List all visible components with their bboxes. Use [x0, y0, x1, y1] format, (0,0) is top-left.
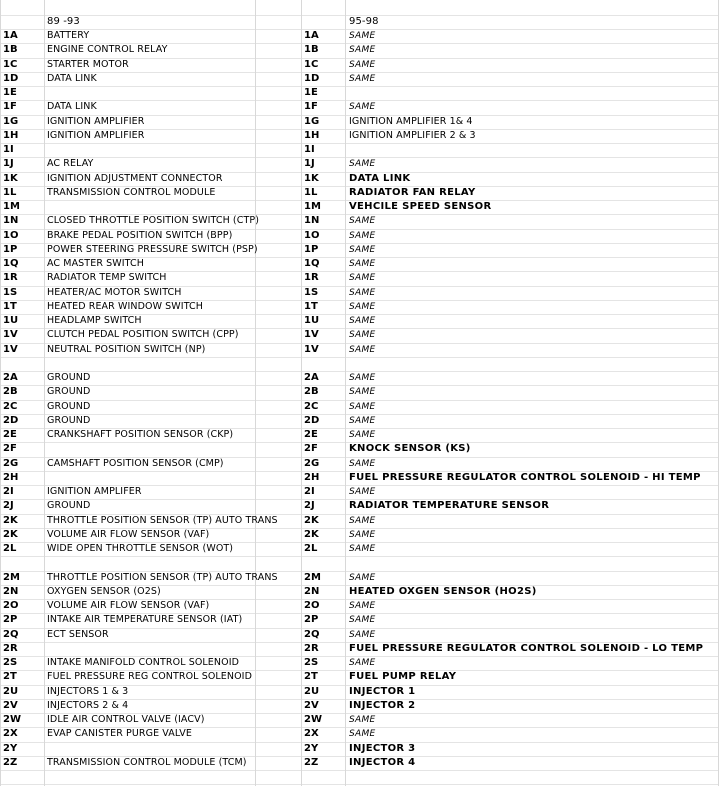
description-cell-95-98[interactable]: SAME: [349, 487, 376, 497]
pin-cell-89-93[interactable]: 2J: [3, 500, 14, 511]
pin-cell-89-93[interactable]: 2K: [3, 529, 18, 540]
pin-cell-89-93[interactable]: 1R: [3, 272, 18, 283]
pin-cell-95-98[interactable]: 2G: [304, 458, 320, 469]
pin-cell-95-98[interactable]: 1B: [304, 44, 319, 55]
pin-cell-89-93[interactable]: 1S: [3, 287, 18, 298]
row-gridline: [0, 784, 719, 785]
pin-cell-89-93[interactable]: 1U: [3, 315, 19, 326]
pin-cell-89-93[interactable]: 1C: [3, 59, 18, 70]
pin-cell-95-98[interactable]: 1V: [304, 329, 319, 340]
description-cell-95-98[interactable]: SAME: [349, 159, 376, 169]
pin-cell-95-98[interactable]: 1L: [304, 187, 318, 198]
description-cell-95-98[interactable]: FUEL PUMP RELAY: [349, 671, 457, 682]
pin-cell-89-93[interactable]: 2G: [3, 458, 19, 469]
description-cell-89-93[interactable]: GROUND: [47, 415, 91, 426]
description-cell-89-93[interactable]: THROTTLE POSITION SENSOR (TP) AUTO TRANS: [47, 515, 278, 526]
pin-cell-95-98[interactable]: 1T: [304, 301, 318, 312]
description-cell-89-93[interactable]: INJECTORS 1 & 3: [47, 686, 129, 697]
description-cell-95-98[interactable]: SAME: [349, 245, 376, 255]
pin-cell-89-93[interactable]: 1P: [3, 244, 18, 255]
pin-cell-89-93[interactable]: 1E: [3, 87, 17, 98]
description-cell-89-93[interactable]: IDLE AIR CONTROL VALVE (IACV): [47, 714, 205, 725]
description-cell-89-93[interactable]: POWER STEERING PRESSURE SWITCH (PSP): [47, 244, 258, 255]
row-gridline: [0, 357, 719, 358]
description-cell-95-98[interactable]: HEATED OXGEN SENSOR (HO2S): [349, 586, 537, 597]
pin-cell-89-93[interactable]: 1H: [3, 130, 19, 141]
pin-cell-89-93[interactable]: 2M: [3, 572, 21, 583]
pin-cell-95-98[interactable]: 1H: [304, 130, 320, 141]
pin-cell-89-93[interactable]: 2V: [3, 700, 18, 711]
pin-cell-95-98[interactable]: 1O: [304, 230, 320, 241]
pin-cell-95-98[interactable]: 2U: [304, 686, 320, 697]
pin-cell-95-98[interactable]: 1K: [304, 173, 319, 184]
description-cell-95-98[interactable]: SAME: [349, 402, 376, 412]
description-cell-89-93[interactable]: IGNITION AMPLIFIER: [47, 116, 145, 127]
description-cell-89-93[interactable]: CLOSED THROTTLE POSITION SWITCH (CTP): [47, 215, 260, 226]
description-cell-95-98[interactable]: KNOCK SENSOR (KS): [349, 443, 471, 454]
description-cell-95-98[interactable]: VEHCILE SPEED SENSOR: [349, 201, 492, 212]
pin-cell-95-98[interactable]: 2N: [304, 586, 320, 597]
pin-cell-95-98[interactable]: 1E: [304, 87, 318, 98]
description-cell-95-98[interactable]: SAME: [349, 615, 376, 625]
pin-cell-95-98[interactable]: 1J: [304, 158, 315, 169]
pin-cell-89-93[interactable]: 2N: [3, 586, 19, 597]
description-cell-89-93[interactable]: INTAKE MANIFOLD CONTROL SOLENOID: [47, 657, 240, 668]
pin-cell-95-98[interactable]: 1C: [304, 59, 319, 70]
description-cell-89-93[interactable]: CRANKSHAFT POSITION SENSOR (CKP): [47, 429, 234, 440]
pin-cell-95-98[interactable]: 1N: [304, 215, 320, 226]
description-cell-95-98[interactable]: SAME: [349, 544, 376, 554]
pin-cell-89-93[interactable]: 2C: [3, 401, 18, 412]
pin-cell-95-98[interactable]: 1R: [304, 272, 319, 283]
pin-cell-89-93[interactable]: 2S: [3, 657, 18, 668]
description-cell-89-93[interactable]: ENGINE CONTROL RELAY: [47, 44, 168, 55]
pin-cell-89-93[interactable]: 1D: [3, 73, 19, 84]
pin-cell-89-93[interactable]: 2B: [3, 386, 18, 397]
pin-cell-89-93[interactable]: 1I: [3, 144, 14, 155]
header-left-years[interactable]: 89 -93: [47, 16, 80, 27]
pin-cell-89-93[interactable]: 2H: [3, 472, 19, 483]
pin-cell-95-98[interactable]: 2M: [304, 572, 322, 583]
pin-cell-89-93[interactable]: 2P: [3, 614, 18, 625]
description-cell-95-98[interactable]: SAME: [349, 729, 376, 739]
pin-cell-95-98[interactable]: 2E: [304, 429, 318, 440]
pin-cell-95-98[interactable]: 2X: [304, 728, 319, 739]
pin-cell-95-98[interactable]: 2V: [304, 700, 319, 711]
description-cell-95-98[interactable]: IGNITION AMPLIFIER 1& 4: [349, 116, 473, 127]
description-cell-89-93[interactable]: AC MASTER SWITCH: [47, 258, 144, 269]
pin-cell-95-98[interactable]: 2W: [304, 714, 323, 725]
description-cell-95-98[interactable]: INJECTOR 2: [349, 700, 416, 711]
pin-cell-89-93[interactable]: 2L: [3, 543, 17, 554]
pin-cell-89-93[interactable]: 1V: [3, 329, 18, 340]
description-cell-95-98[interactable]: SAME: [349, 530, 376, 540]
description-cell-95-98[interactable]: SAME: [349, 416, 376, 426]
pin-cell-95-98[interactable]: 1D: [304, 73, 320, 84]
description-cell-95-98[interactable]: SAME: [349, 373, 376, 383]
pin-cell-89-93[interactable]: 1G: [3, 116, 19, 127]
description-cell-89-93[interactable]: CLUTCH PEDAL POSITION SWITCH (CPP): [47, 329, 239, 340]
description-cell-89-93[interactable]: DATA LINK: [47, 101, 97, 112]
description-cell-95-98[interactable]: SAME: [349, 516, 376, 526]
pin-cell-89-93[interactable]: 2Y: [3, 743, 18, 754]
description-cell-89-93[interactable]: WIDE OPEN THROTTLE SENSOR (WOT): [47, 543, 234, 554]
pin-cell-95-98[interactable]: 2Y: [304, 743, 319, 754]
header-right-years[interactable]: 95-98: [349, 16, 379, 27]
description-cell-89-93[interactable]: RADIATOR TEMP SWITCH: [47, 272, 167, 283]
description-cell-95-98[interactable]: SAME: [349, 630, 376, 640]
description-cell-95-98[interactable]: FUEL PRESSURE REGULATOR CONTROL SOLENOID - HI TEMP: [349, 472, 701, 483]
row-gridline: [0, 143, 719, 144]
description-cell-89-93[interactable]: BRAKE PEDAL POSITION SWITCH (BPP): [47, 230, 233, 241]
description-cell-95-98[interactable]: FUEL PRESSURE REGULATOR CONTROL SOLENOID - LO TEMP: [349, 643, 704, 654]
description-cell-89-93[interactable]: IGNITION AMPLIFER: [47, 486, 142, 497]
row-gridline: [0, 770, 719, 771]
description-cell-89-93[interactable]: THROTTLE POSITION SENSOR (TP) AUTO TRANS: [47, 572, 278, 583]
pin-cell-89-93[interactable]: 2X: [3, 728, 18, 739]
pin-cell-89-93[interactable]: 1T: [3, 301, 17, 312]
description-cell-89-93[interactable]: INTAKE AIR TEMPERATURE SENSOR (IAT): [47, 614, 243, 625]
row-gridline: [0, 86, 719, 87]
description-cell-95-98[interactable]: SAME: [349, 31, 376, 41]
pin-cell-95-98[interactable]: 2O: [304, 600, 320, 611]
pin-cell-89-93[interactable]: 1K: [3, 173, 18, 184]
pin-cell-89-93[interactable]: 2Z: [3, 757, 18, 768]
column-gridline: [345, 0, 346, 786]
pin-cell-95-98[interactable]: 2C: [304, 401, 319, 412]
pin-cell-95-98[interactable]: 2Q: [304, 629, 320, 640]
description-cell-95-98[interactable]: INJECTOR 3: [349, 743, 416, 754]
pin-cell-95-98[interactable]: 1F: [304, 101, 318, 112]
column-gridline: [255, 0, 256, 786]
description-cell-89-93[interactable]: HEATER/AC MOTOR SWITCH: [47, 287, 182, 298]
pin-cell-95-98[interactable]: 1V: [304, 344, 319, 355]
pin-cell-89-93[interactable]: 1V: [3, 344, 18, 355]
description-cell-95-98[interactable]: SAME: [349, 387, 376, 397]
description-cell-95-98[interactable]: SAME: [349, 658, 376, 668]
pin-cell-95-98[interactable]: 1Q: [304, 258, 320, 269]
description-cell-95-98[interactable]: SAME: [349, 302, 376, 312]
description-cell-89-93[interactable]: FUEL PRESSURE REG CONTROL SOLENOID: [47, 671, 253, 682]
pin-cell-89-93[interactable]: 2K: [3, 515, 18, 526]
description-cell-89-93[interactable]: GROUND: [47, 500, 91, 511]
pin-cell-95-98[interactable]: 1A: [304, 30, 319, 41]
description-cell-89-93[interactable]: VOLUME AIR FLOW SENSOR (VAF): [47, 600, 210, 611]
description-cell-89-93[interactable]: GROUND: [47, 401, 91, 412]
pin-cell-95-98[interactable]: 2L: [304, 543, 318, 554]
pin-cell-89-93[interactable]: 1A: [3, 30, 18, 41]
pin-cell-95-98[interactable]: 2F: [304, 443, 318, 454]
description-cell-89-93[interactable]: BATTERY: [47, 30, 90, 41]
pin-cell-95-98[interactable]: 2K: [304, 515, 319, 526]
description-cell-95-98[interactable]: DATA LINK: [349, 173, 411, 184]
description-cell-95-98[interactable]: SAME: [349, 316, 376, 326]
pin-cell-95-98[interactable]: 2Z: [304, 757, 319, 768]
description-cell-95-98[interactable]: SAME: [349, 288, 376, 298]
column-gridline: [301, 0, 302, 786]
column-gridline: [44, 0, 45, 786]
pin-cell-89-93[interactable]: 2F: [3, 443, 17, 454]
pin-cell-89-93[interactable]: 2I: [3, 486, 14, 497]
pin-cell-89-93[interactable]: 2D: [3, 415, 19, 426]
pin-cell-89-93[interactable]: 2E: [3, 429, 17, 440]
pin-cell-95-98[interactable]: 1M: [304, 201, 322, 212]
pin-cell-89-93[interactable]: 1Q: [3, 258, 19, 269]
description-cell-89-93[interactable]: EVAP CANISTER PURGE VALVE: [47, 728, 192, 739]
description-cell-95-98[interactable]: RADIATOR FAN RELAY: [349, 187, 476, 198]
description-cell-89-93[interactable]: IGNITION AMPLIFIER: [47, 130, 145, 141]
description-cell-89-93[interactable]: TRANSMISSION CONTROL MODULE (TCM): [47, 757, 247, 768]
pin-cell-89-93[interactable]: 2U: [3, 686, 19, 697]
pin-cell-95-98[interactable]: 2H: [304, 472, 320, 483]
description-cell-95-98[interactable]: INJECTOR 1: [349, 686, 416, 697]
description-cell-95-98[interactable]: SAME: [349, 74, 376, 84]
pin-cell-89-93[interactable]: 2A: [3, 372, 18, 383]
description-cell-95-98[interactable]: SAME: [349, 45, 376, 55]
pin-cell-95-98[interactable]: 2A: [304, 372, 319, 383]
description-cell-89-93[interactable]: DATA LINK: [47, 73, 97, 84]
description-cell-95-98[interactable]: SAME: [349, 273, 376, 283]
description-cell-95-98[interactable]: SAME: [349, 715, 376, 725]
description-cell-89-93[interactable]: VOLUME AIR FLOW SENSOR (VAF): [47, 529, 210, 540]
description-cell-89-93[interactable]: NEUTRAL POSITION SWITCH (NP): [47, 344, 206, 355]
description-cell-89-93[interactable]: STARTER MOTOR: [47, 59, 129, 70]
pin-cell-95-98[interactable]: 2J: [304, 500, 315, 511]
pin-cell-89-93[interactable]: 1O: [3, 230, 19, 241]
description-cell-95-98[interactable]: SAME: [349, 330, 376, 340]
description-cell-95-98[interactable]: INJECTOR 4: [349, 757, 416, 768]
description-cell-89-93[interactable]: HEADLAMP SWITCH: [47, 315, 142, 326]
description-cell-89-93[interactable]: CAMSHAFT POSITION SENSOR (CMP): [47, 458, 224, 469]
description-cell-89-93[interactable]: IGNITION ADJUSTMENT CONNECTOR: [47, 173, 223, 184]
description-cell-89-93[interactable]: ECT SENSOR: [47, 629, 109, 640]
description-cell-89-93[interactable]: AC RELAY: [47, 158, 94, 169]
description-cell-95-98[interactable]: SAME: [349, 216, 376, 226]
pin-cell-95-98[interactable]: 1U: [304, 315, 320, 326]
pin-cell-89-93[interactable]: 1N: [3, 215, 19, 226]
pin-cell-95-98[interactable]: 2K: [304, 529, 319, 540]
description-cell-95-98[interactable]: RADIATOR TEMPERATURE SENSOR: [349, 500, 550, 511]
pin-cell-89-93[interactable]: 1F: [3, 101, 17, 112]
pin-cell-95-98[interactable]: 2P: [304, 614, 319, 625]
pin-cell-89-93[interactable]: 2W: [3, 714, 22, 725]
pin-cell-95-98[interactable]: 1P: [304, 244, 319, 255]
pin-cell-95-98[interactable]: 2S: [304, 657, 319, 668]
description-cell-89-93[interactable]: GROUND: [47, 386, 91, 397]
pin-cell-95-98[interactable]: 1G: [304, 116, 320, 127]
pin-cell-89-93[interactable]: 1M: [3, 201, 21, 212]
pin-cell-95-98[interactable]: 1S: [304, 287, 319, 298]
pin-cell-89-93[interactable]: 1B: [3, 44, 18, 55]
description-cell-95-98[interactable]: SAME: [349, 259, 376, 269]
description-cell-95-98[interactable]: SAME: [349, 345, 376, 355]
description-cell-95-98[interactable]: IGNITION AMPLIFIER 2 & 3: [349, 130, 476, 141]
description-cell-89-93[interactable]: GROUND: [47, 372, 91, 383]
pin-cell-95-98[interactable]: 2D: [304, 415, 320, 426]
description-cell-95-98[interactable]: SAME: [349, 601, 376, 611]
pin-cell-89-93[interactable]: 2R: [3, 643, 18, 654]
pin-cell-89-93[interactable]: 2Q: [3, 629, 19, 640]
pin-cell-89-93[interactable]: 2T: [3, 671, 17, 682]
description-cell-95-98[interactable]: SAME: [349, 430, 376, 440]
description-cell-95-98[interactable]: SAME: [349, 573, 376, 583]
pin-cell-89-93[interactable]: 1J: [3, 158, 14, 169]
pin-cell-89-93[interactable]: 2O: [3, 600, 19, 611]
description-cell-95-98[interactable]: SAME: [349, 102, 376, 112]
pin-cell-95-98[interactable]: 2B: [304, 386, 319, 397]
pin-cell-89-93[interactable]: 1L: [3, 187, 17, 198]
pin-cell-95-98[interactable]: 2R: [304, 643, 319, 654]
pin-cell-95-98[interactable]: 2I: [304, 486, 315, 497]
description-cell-89-93[interactable]: OXYGEN SENSOR (O2S): [47, 586, 161, 597]
description-cell-89-93[interactable]: TRANSMISSION CONTROL MODULE: [47, 187, 216, 198]
description-cell-89-93[interactable]: INJECTORS 2 & 4: [47, 700, 129, 711]
row-gridline: [0, 556, 719, 557]
pin-cell-95-98[interactable]: 2T: [304, 671, 318, 682]
description-cell-95-98[interactable]: SAME: [349, 60, 376, 70]
pin-cell-95-98[interactable]: 1I: [304, 144, 315, 155]
description-cell-89-93[interactable]: HEATED REAR WINDOW SWITCH: [47, 301, 204, 312]
description-cell-95-98[interactable]: SAME: [349, 231, 376, 241]
column-gridline: [0, 0, 1, 786]
description-cell-95-98[interactable]: SAME: [349, 459, 376, 469]
